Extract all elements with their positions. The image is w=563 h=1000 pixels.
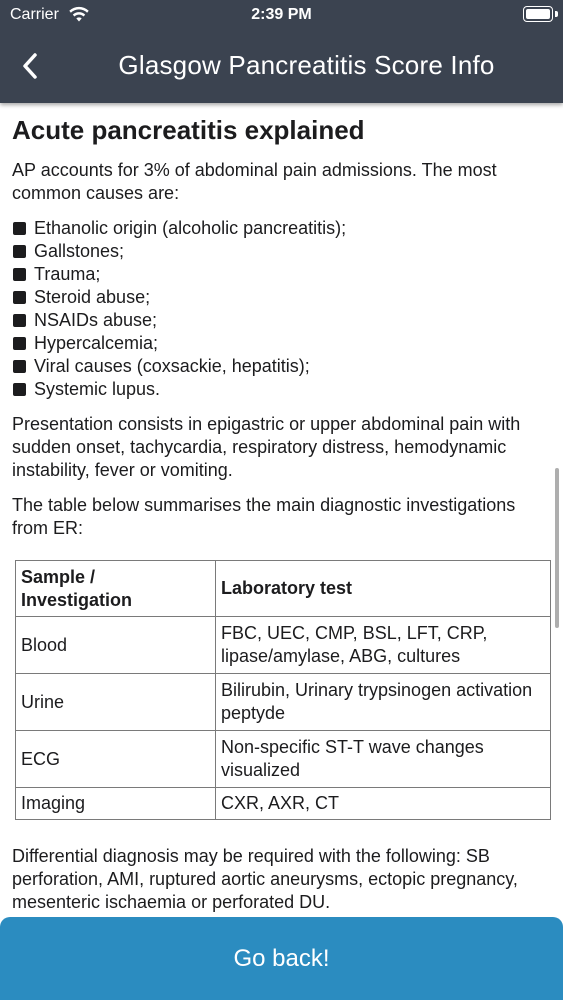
table-header-row xyxy=(16,561,551,617)
scrollbar[interactable] xyxy=(555,468,559,628)
table-header-cell: Sample / Investigation xyxy=(16,561,216,617)
table-cell: Bilirubin, Urinary trypsinogen activation peptyde xyxy=(216,674,551,731)
table-intro-paragraph: The table below summarises the main diagnostic investigations from ER: xyxy=(12,495,516,538)
carrier-label: Carrier xyxy=(10,6,59,23)
chevron-left-icon xyxy=(14,46,50,86)
bullet-icon xyxy=(13,337,26,350)
table-cell: Blood xyxy=(16,617,216,674)
presentation-paragraph: Presentation consists in epigastric or upper abdominal pain with sudden onset, tachycardia, respiratory distress, hemodynamic instability, fever or vomiting. xyxy=(12,414,521,480)
table-cell: FBC, UEC, CMP, BSL, LFT, CRP, lipase/amylase, ABG, cultures xyxy=(216,617,551,674)
list-item: Gallstones; xyxy=(12,240,551,263)
bullet-icon xyxy=(13,245,26,258)
table-row xyxy=(16,617,551,674)
table-cell: Non-specific ST-T wave changes visualized xyxy=(216,731,551,788)
intro-paragraph: AP accounts for 3% of abdominal pain admissions. The most common causes are: xyxy=(12,160,497,203)
battery-tip xyxy=(555,11,558,17)
bullet-icon xyxy=(13,314,26,327)
bullet-icon xyxy=(13,383,26,396)
differential-paragraph: Differential diagnosis may be required with the following: SB perforation, AMI, ruptured aortic aneurysms, ectopic pregnancy, mesenteric ischaemia or perforated DU. xyxy=(12,846,518,912)
back-button[interactable] xyxy=(14,46,50,86)
table-cell: ECG xyxy=(16,731,216,788)
table-row xyxy=(16,731,551,788)
list-item: Systemic lupus. xyxy=(12,378,551,401)
bullet-icon xyxy=(13,222,26,235)
table-cell: Urine xyxy=(16,674,216,731)
page-title: Glasgow Pancreatitis Score Info xyxy=(118,50,495,80)
causes-list xyxy=(12,217,551,401)
list-item: Viral causes (coxsackie, hepatitis); xyxy=(12,355,551,378)
article-content[interactable] xyxy=(0,103,563,915)
go-back-button[interactable]: Go back! xyxy=(0,917,563,1000)
status-bar xyxy=(0,0,563,30)
diagnostic-table xyxy=(15,560,551,820)
table-cell: Imaging xyxy=(16,788,216,820)
list-item: Steroid abuse; xyxy=(12,286,551,309)
clock: 2:39 PM xyxy=(251,6,312,23)
list-item: NSAIDs abuse; xyxy=(12,309,551,332)
article-heading: Acute pancreatitis explained xyxy=(12,115,365,145)
list-item: Ethanolic origin (alcoholic pancreatitis); xyxy=(12,217,551,240)
battery-icon xyxy=(523,6,553,22)
navigation-header xyxy=(0,0,563,103)
table-header-cell: Laboratory test xyxy=(216,561,551,617)
list-item: Trauma; xyxy=(12,263,551,286)
table-cell: CXR, AXR, CT xyxy=(216,788,551,820)
bullet-icon xyxy=(13,291,26,304)
table-row xyxy=(16,788,551,820)
list-item: Hypercalcemia; xyxy=(12,332,551,355)
bullet-icon xyxy=(13,360,26,373)
table-row xyxy=(16,674,551,731)
bullet-icon xyxy=(13,268,26,281)
